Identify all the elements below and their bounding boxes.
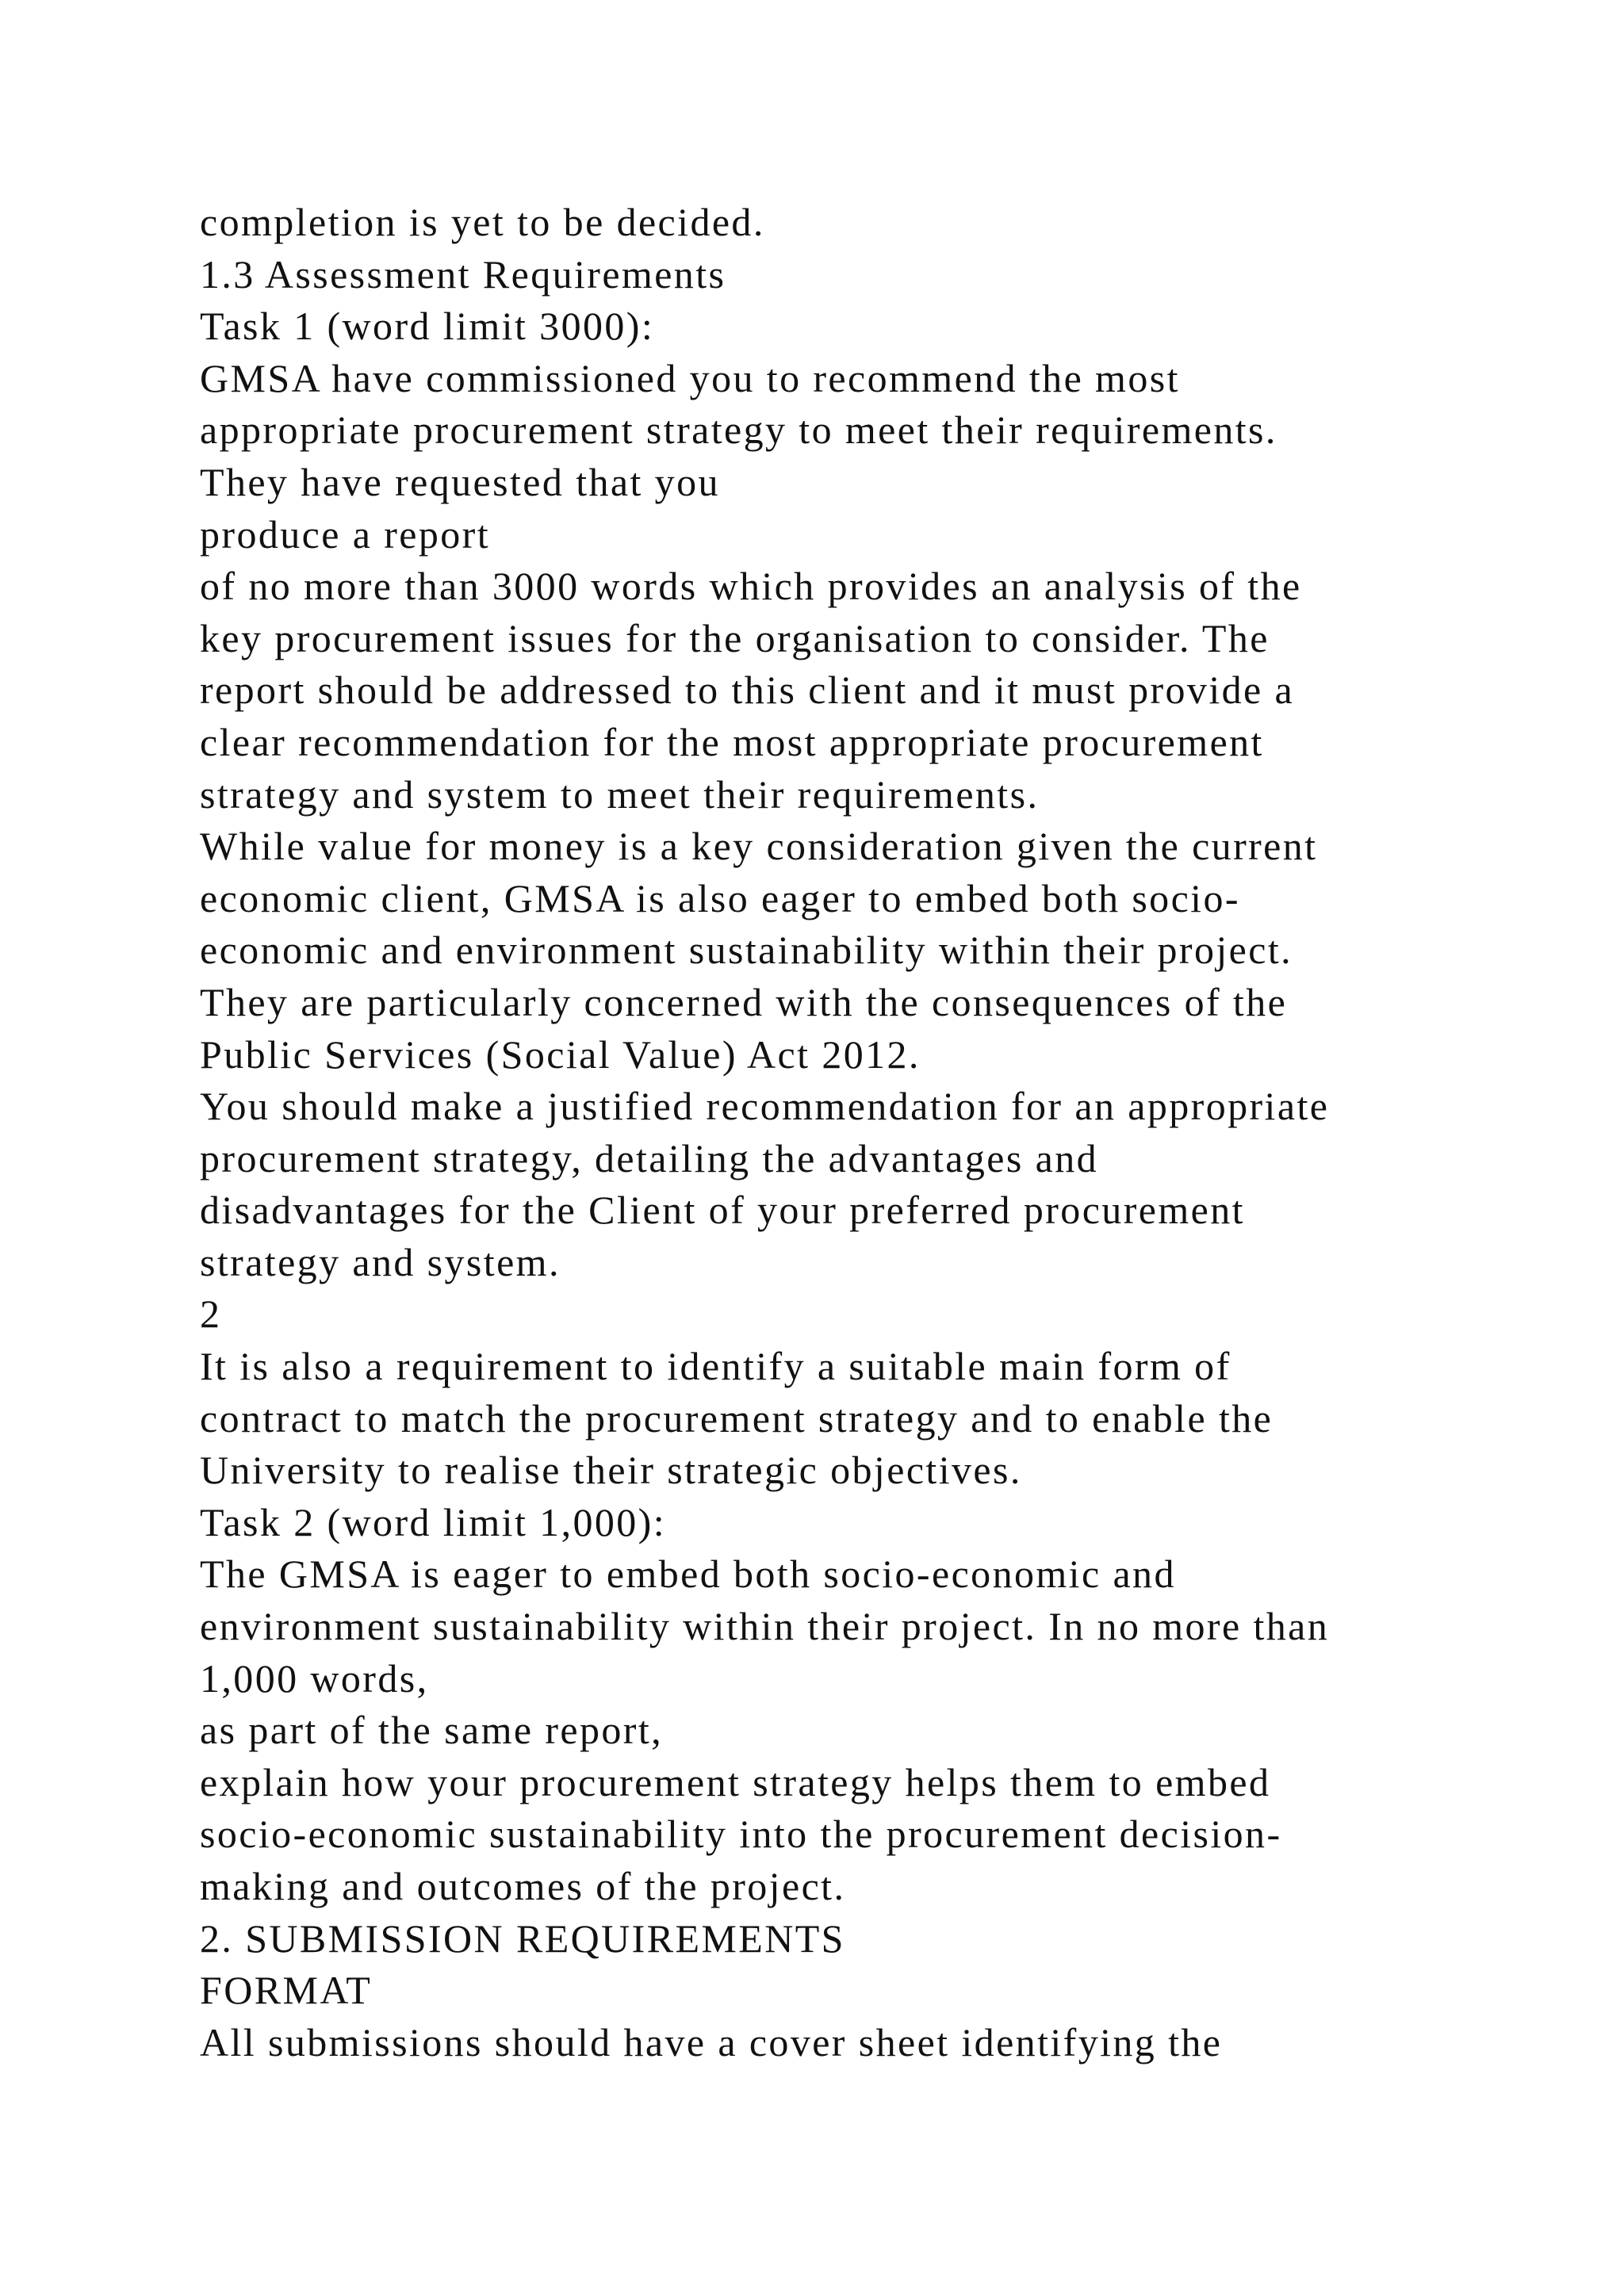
text-line: completion is yet to be decided.: [200, 200, 765, 244]
section-heading: 2. SUBMISSION REQUIREMENTS: [200, 1915, 845, 1961]
text-line: contract to match the procurement strategy and to enable the: [200, 1395, 1274, 1441]
text-line: of no more than 3000 words which provides an analysis of the: [200, 564, 1302, 609]
section-heading: 1.3 Assessment Requirements: [200, 251, 726, 297]
document-body: [200, 197, 1500, 2068]
text-line: economic client, GMSA is also eager to embed both socio-: [200, 875, 1240, 920]
text-line: All submissions should have a cover sheet identifying the: [200, 2019, 1223, 2064]
text-line: appropriate procurement strategy to meet their requirements.: [200, 408, 1277, 453]
text-line: 1,000 words,: [200, 1655, 429, 1701]
text-line: Public Services (Social Value) Act 2012.: [200, 1031, 921, 1077]
text-line: University to realise their strategic objectives.: [200, 1448, 1022, 1493]
text-line: explain how your procurement strategy helps them to embed: [200, 1759, 1271, 1804]
text-line: environment sustainability within their project. In no more than: [200, 1604, 1330, 1649]
text-line: It is also a requirement to identify a suitable main form of: [200, 1344, 1231, 1389]
text-line: as part of the same report,: [200, 1708, 664, 1753]
text-line: disadvantages for the Client of your preferred procurement: [200, 1188, 1245, 1233]
text-line: procurement strategy, detailing the advantages and: [200, 1135, 1099, 1181]
text-line: The GMSA is eager to embed both socio-economic and: [200, 1552, 1176, 1597]
page-number: 2: [200, 1292, 222, 1337]
text-line: strategy and system.: [200, 1239, 561, 1284]
text-line: produce a report: [200, 511, 491, 557]
text-line: strategy and system to meet their requirements.: [200, 771, 1040, 817]
text-line: GMSA have commissioned you to recommend the most: [200, 355, 1180, 400]
text-line: economic and environment sustainability within their project.: [200, 928, 1293, 973]
text-line: They are particularly concerned with the consequences of the: [200, 979, 1288, 1024]
text-line: clear recommendation for the most appropriate procurement: [200, 719, 1264, 764]
text-line: report should be addressed to this client and it must provide a: [200, 668, 1295, 713]
text-line: socio-economic sustainability into the procurement decision-: [200, 1812, 1282, 1857]
subsection-heading: FORMAT: [200, 1968, 373, 2013]
task-heading: Task 2 (word limit 1,000):: [200, 1499, 667, 1544]
text-line: You should make a justified recommendation for an appropriate: [200, 1084, 1330, 1129]
task-heading: Task 1 (word limit 3000):: [200, 304, 655, 349]
text-line: While value for money is a key consideration given the current: [200, 824, 1318, 869]
text-line: making and outcomes of the project.: [200, 1864, 846, 1908]
text-line: They have requested that you: [200, 459, 720, 504]
text-line: key procurement issues for the organisation to consider. The: [200, 615, 1270, 660]
